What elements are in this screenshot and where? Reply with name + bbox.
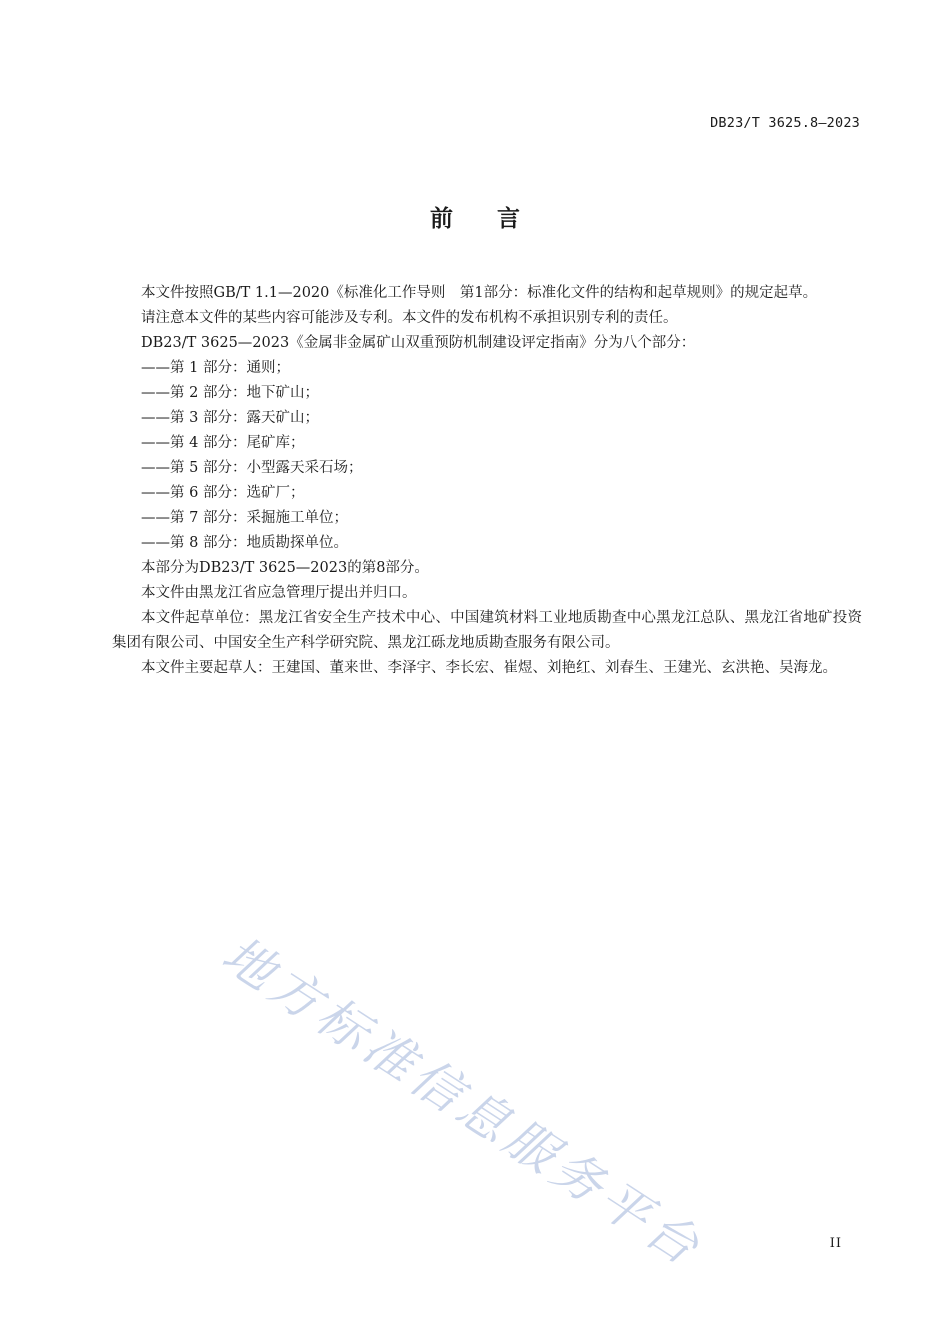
list-item-part-2: ——第 2 部分：地下矿山； [141,385,319,401]
list-item-part-4: ——第 4 部分：尾矿库； [141,435,305,451]
document-code: DB23/T 3625.8—2023 [710,115,860,131]
paragraph-drafters: 本文件主要起草人：王建国、董来世、李泽宇、李长宏、崔煜、刘艳红、刘春生、王建光、玄洪艳、吴海龙。 [141,660,837,676]
page-title: 前言 [430,206,564,232]
list-item-part-6: ——第 6 部分：选矿厂； [141,485,305,501]
list-item-part-8: ——第 8 部分：地质勘探单位。 [141,535,348,551]
paragraph-series-intro: DB23/T 3625—2023《金属非金属矿山双重预防机制建设评定指南》分为八个部分： [141,335,696,351]
paragraph-patent-notice: 请注意本文件的某些内容可能涉及专利。本文件的发布机构不承担识别专利的责任。 [141,310,678,326]
watermark-text: 地方标准信息服务平台 [212,925,714,1279]
page-number: II [829,1236,842,1251]
foreword-body [112,281,862,681]
paragraph-part-statement: 本部分为DB23/T 3625—2023的第8部分。 [141,560,429,576]
list-item-part-7: ——第 7 部分：采掘施工单位； [141,510,348,526]
paragraph-drafting-units: 本文件起草单位：黑龙江省安全生产技术中心、中国建筑材料工业地质勘查中心黑龙江总队、黑龙江省地矿投资集团有限公司、中国安全生产科学研究院、黑龙江砾龙地质勘查服务有限公司。 [112,610,862,651]
list-item-part-1: ——第 1 部分：通则； [141,360,290,376]
list-item-part-5: ——第 5 部分：小型露天采石场； [141,460,363,476]
paragraph-proposer: 本文件由黑龙江省应急管理厅提出并归口。 [141,585,417,601]
list-item-part-3: ——第 3 部分：露天矿山； [141,410,319,426]
paragraph-standard-basis: 本文件按照GB/T 1.1—2020《标准化工作导则 第1部分：标准化文件的结构和起草规则》的规定起草。 [141,285,818,301]
